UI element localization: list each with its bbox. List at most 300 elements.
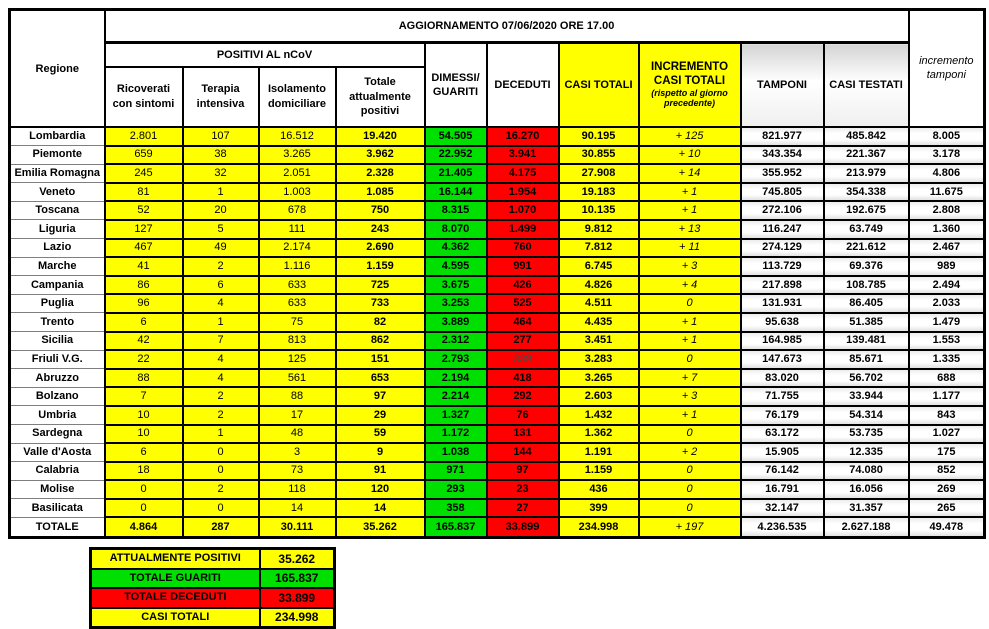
cell-casi-totali: 7.812 <box>559 239 639 258</box>
cell-incremento-casi: + 14 <box>639 164 741 183</box>
cell-casi-testati: 86.405 <box>824 294 909 313</box>
cell-deceduti: 760 <box>487 239 559 258</box>
cell-terapia: 38 <box>183 146 259 165</box>
summary-label: ATTUALMENTE POSITIVI <box>91 549 260 569</box>
cell-isolamento: 1.116 <box>259 257 336 276</box>
cell-isolamento: 678 <box>259 201 336 220</box>
cell-ricoverati: 88 <box>105 369 183 388</box>
cell-ricoverati: 10 <box>105 406 183 425</box>
cell-tamponi: 4.236.535 <box>741 517 824 538</box>
cell-incremento-tamponi: 49.478 <box>909 517 985 538</box>
cell-casi-totali: 436 <box>559 480 639 499</box>
table-title: AGGIORNAMENTO 07/06/2020 ORE 17.00 <box>105 10 909 43</box>
cell-terapia: 0 <box>183 462 259 481</box>
region-row <box>10 387 985 406</box>
cell-incremento-tamponi: 1.553 <box>909 332 985 351</box>
totale-row <box>10 517 985 538</box>
cell-casi-testati: 2.627.188 <box>824 517 909 538</box>
cell-terapia: 4 <box>183 350 259 369</box>
cell-guariti: 2.214 <box>425 387 487 406</box>
cell-deceduti: 339 <box>487 350 559 369</box>
cell-tamponi: 16.791 <box>741 480 824 499</box>
cell-ricoverati: 2.801 <box>105 127 183 146</box>
summary-label: TOTALE DECEDUTI <box>91 588 260 608</box>
cell-tamponi: 113.729 <box>741 257 824 276</box>
cell-ricoverati: 86 <box>105 276 183 295</box>
cell-incremento-tamponi: 265 <box>909 499 985 518</box>
header-row-title <box>10 10 985 43</box>
incremento-casi-note: (rispetto al giorno precedente) <box>651 87 728 108</box>
cell-casi-totali: 27.908 <box>559 164 639 183</box>
cell-ricoverati: 0 <box>105 480 183 499</box>
cell-isolamento: 125 <box>259 350 336 369</box>
col-header-tamponi: TAMPONI <box>741 43 824 128</box>
cell-regione: Emilia Romagna <box>10 164 105 183</box>
cell-guariti: 1.038 <box>425 443 487 462</box>
cell-terapia: 49 <box>183 239 259 258</box>
cell-casi-testati: 139.481 <box>824 332 909 351</box>
col-header-ricoverati: Ricoverati con sintomi <box>105 67 183 127</box>
cell-regione: Calabria <box>10 462 105 481</box>
cell-incremento-casi: + 7 <box>639 369 741 388</box>
cell-tamponi: 274.129 <box>741 239 824 258</box>
cell-regione: Veneto <box>10 183 105 202</box>
cell-tamponi: 71.755 <box>741 387 824 406</box>
cell-casi-testati: 221.367 <box>824 146 909 165</box>
cell-tamponi: 821.977 <box>741 127 824 146</box>
cell-casi-testati: 33.944 <box>824 387 909 406</box>
cell-casi-testati: 31.357 <box>824 499 909 518</box>
summary-value: 33.899 <box>260 588 335 608</box>
region-row <box>10 127 985 146</box>
cell-tamponi: 76.179 <box>741 406 824 425</box>
region-row <box>10 499 985 518</box>
cell-guariti: 358 <box>425 499 487 518</box>
cell-regione: Umbria <box>10 406 105 425</box>
cell-casi-totali: 3.283 <box>559 350 639 369</box>
cell-guariti: 165.837 <box>425 517 487 538</box>
cell-tamponi: 131.931 <box>741 294 824 313</box>
cell-incremento-tamponi: 688 <box>909 369 985 388</box>
cell-tamponi: 32.147 <box>741 499 824 518</box>
cell-tamponi: 217.898 <box>741 276 824 295</box>
region-row <box>10 183 985 202</box>
cell-regione: Sicilia <box>10 332 105 351</box>
cell-isolamento: 561 <box>259 369 336 388</box>
cell-deceduti: 131 <box>487 425 559 444</box>
region-row <box>10 201 985 220</box>
cell-incremento-casi: 0 <box>639 350 741 369</box>
cell-incremento-casi: 0 <box>639 462 741 481</box>
cell-guariti: 3.889 <box>425 313 487 332</box>
cell-regione: Lazio <box>10 239 105 258</box>
cell-terapia: 4 <box>183 294 259 313</box>
cell-guariti: 16.144 <box>425 183 487 202</box>
cell-guariti: 3.253 <box>425 294 487 313</box>
cell-incremento-casi: 0 <box>639 425 741 444</box>
cell-isolamento: 14 <box>259 499 336 518</box>
cell-ricoverati: 41 <box>105 257 183 276</box>
cell-tamponi: 147.673 <box>741 350 824 369</box>
cell-deceduti: 464 <box>487 313 559 332</box>
regional-data-table <box>8 8 986 539</box>
cell-deceduti: 292 <box>487 387 559 406</box>
region-row <box>10 257 985 276</box>
cell-totale-positivi: 9 <box>336 443 425 462</box>
region-row <box>10 313 985 332</box>
cell-isolamento: 633 <box>259 276 336 295</box>
cell-regione: TOTALE <box>10 517 105 538</box>
summary-label: TOTALE GUARITI <box>91 569 260 589</box>
cell-guariti: 2.194 <box>425 369 487 388</box>
region-row <box>10 425 985 444</box>
cell-incremento-casi: + 125 <box>639 127 741 146</box>
cell-ricoverati: 81 <box>105 183 183 202</box>
cell-casi-testati: 53.735 <box>824 425 909 444</box>
cell-casi-totali: 4.826 <box>559 276 639 295</box>
cell-deceduti: 23 <box>487 480 559 499</box>
cell-incremento-casi: + 3 <box>639 257 741 276</box>
cell-totale-positivi: 19.420 <box>336 127 425 146</box>
cell-totale-positivi: 151 <box>336 350 425 369</box>
cell-ricoverati: 42 <box>105 332 183 351</box>
cell-casi-testati: 485.842 <box>824 127 909 146</box>
cell-casi-totali: 3.265 <box>559 369 639 388</box>
cell-casi-totali: 90.195 <box>559 127 639 146</box>
summary-row <box>91 588 335 608</box>
region-row <box>10 164 985 183</box>
cell-totale-positivi: 725 <box>336 276 425 295</box>
region-row <box>10 350 985 369</box>
cell-incremento-casi: + 4 <box>639 276 741 295</box>
region-row <box>10 369 985 388</box>
cell-guariti: 54.505 <box>425 127 487 146</box>
cell-totale-positivi: 29 <box>336 406 425 425</box>
cell-incremento-tamponi: 1.360 <box>909 220 985 239</box>
cell-guariti: 3.675 <box>425 276 487 295</box>
cell-casi-testati: 108.785 <box>824 276 909 295</box>
cell-isolamento: 111 <box>259 220 336 239</box>
cell-casi-testati: 213.979 <box>824 164 909 183</box>
cell-deceduti: 3.941 <box>487 146 559 165</box>
cell-casi-testati: 56.702 <box>824 369 909 388</box>
cell-casi-testati: 74.080 <box>824 462 909 481</box>
cell-ricoverati: 96 <box>105 294 183 313</box>
cell-ricoverati: 245 <box>105 164 183 183</box>
cell-deceduti: 1.070 <box>487 201 559 220</box>
region-row <box>10 480 985 499</box>
cell-casi-testati: 85.671 <box>824 350 909 369</box>
cell-tamponi: 164.985 <box>741 332 824 351</box>
cell-incremento-casi: + 2 <box>639 443 741 462</box>
cell-casi-testati: 12.335 <box>824 443 909 462</box>
cell-regione: Liguria <box>10 220 105 239</box>
region-row <box>10 239 985 258</box>
cell-ricoverati: 4.864 <box>105 517 183 538</box>
cell-casi-totali: 399 <box>559 499 639 518</box>
cell-regione: Puglia <box>10 294 105 313</box>
cell-isolamento: 813 <box>259 332 336 351</box>
cell-casi-testati: 354.338 <box>824 183 909 202</box>
col-header-incremento-tamponi: incremento tamponi <box>909 10 985 128</box>
cell-deceduti: 418 <box>487 369 559 388</box>
cell-regione: Friuli V.G. <box>10 350 105 369</box>
cell-incremento-tamponi: 2.467 <box>909 239 985 258</box>
cell-casi-testati: 51.385 <box>824 313 909 332</box>
cell-terapia: 20 <box>183 201 259 220</box>
cell-incremento-casi: 0 <box>639 499 741 518</box>
col-header-incremento-casi <box>639 43 741 128</box>
cell-incremento-casi: + 13 <box>639 220 741 239</box>
cell-regione: Basilicata <box>10 499 105 518</box>
cell-terapia: 1 <box>183 183 259 202</box>
cell-totale-positivi: 14 <box>336 499 425 518</box>
cell-casi-totali: 234.998 <box>559 517 639 538</box>
cell-incremento-tamponi: 2.033 <box>909 294 985 313</box>
cell-casi-totali: 1.362 <box>559 425 639 444</box>
cell-casi-testati: 54.314 <box>824 406 909 425</box>
region-row <box>10 462 985 481</box>
cell-totale-positivi: 2.690 <box>336 239 425 258</box>
cell-totale-positivi: 59 <box>336 425 425 444</box>
cell-terapia: 0 <box>183 499 259 518</box>
cell-deceduti: 33.899 <box>487 517 559 538</box>
cell-isolamento: 2.174 <box>259 239 336 258</box>
cell-regione: Lombardia <box>10 127 105 146</box>
cell-ricoverati: 6 <box>105 313 183 332</box>
group-header-positivi: POSITIVI AL nCoV <box>105 43 425 68</box>
cell-totale-positivi: 862 <box>336 332 425 351</box>
cell-deceduti: 144 <box>487 443 559 462</box>
cell-ricoverati: 22 <box>105 350 183 369</box>
cell-incremento-casi: 0 <box>639 294 741 313</box>
summary-row <box>91 608 335 628</box>
cell-guariti: 4.595 <box>425 257 487 276</box>
cell-tamponi: 95.638 <box>741 313 824 332</box>
cell-incremento-tamponi: 1.335 <box>909 350 985 369</box>
cell-deceduti: 97 <box>487 462 559 481</box>
cell-incremento-casi: + 1 <box>639 201 741 220</box>
cell-ricoverati: 7 <box>105 387 183 406</box>
cell-guariti: 4.362 <box>425 239 487 258</box>
cell-incremento-tamponi: 2.808 <box>909 201 985 220</box>
cell-terapia: 2 <box>183 480 259 499</box>
cell-deceduti: 1.499 <box>487 220 559 239</box>
cell-casi-totali: 10.135 <box>559 201 639 220</box>
col-header-regione: Regione <box>10 10 105 128</box>
cell-tamponi: 15.905 <box>741 443 824 462</box>
cell-tamponi: 63.172 <box>741 425 824 444</box>
cell-isolamento: 1.003 <box>259 183 336 202</box>
cell-incremento-tamponi: 8.005 <box>909 127 985 146</box>
cell-ricoverati: 52 <box>105 201 183 220</box>
cell-regione: Toscana <box>10 201 105 220</box>
cell-ricoverati: 127 <box>105 220 183 239</box>
cell-totale-positivi: 120 <box>336 480 425 499</box>
cell-tamponi: 116.247 <box>741 220 824 239</box>
region-row <box>10 406 985 425</box>
cell-incremento-tamponi: 1.177 <box>909 387 985 406</box>
cell-deceduti: 1.954 <box>487 183 559 202</box>
cell-deceduti: 16.270 <box>487 127 559 146</box>
cell-tamponi: 76.142 <box>741 462 824 481</box>
cell-casi-totali: 9.812 <box>559 220 639 239</box>
cell-incremento-tamponi: 843 <box>909 406 985 425</box>
cell-incremento-casi: + 1 <box>639 406 741 425</box>
cell-incremento-casi: + 11 <box>639 239 741 258</box>
cell-guariti: 8.070 <box>425 220 487 239</box>
cell-totale-positivi: 1.159 <box>336 257 425 276</box>
summary-table <box>89 547 336 629</box>
cell-regione: Abruzzo <box>10 369 105 388</box>
cell-casi-totali: 4.435 <box>559 313 639 332</box>
cell-casi-totali: 4.511 <box>559 294 639 313</box>
cell-incremento-casi: + 3 <box>639 387 741 406</box>
cell-deceduti: 4.175 <box>487 164 559 183</box>
cell-incremento-tamponi: 1.027 <box>909 425 985 444</box>
cell-isolamento: 30.111 <box>259 517 336 538</box>
cell-casi-totali: 1.159 <box>559 462 639 481</box>
cell-totale-positivi: 3.962 <box>336 146 425 165</box>
cell-casi-testati: 16.056 <box>824 480 909 499</box>
cell-casi-totali: 6.745 <box>559 257 639 276</box>
cell-incremento-casi: + 197 <box>639 517 741 538</box>
cell-tamponi: 745.805 <box>741 183 824 202</box>
cell-incremento-casi: + 1 <box>639 313 741 332</box>
region-row <box>10 220 985 239</box>
cell-ricoverati: 659 <box>105 146 183 165</box>
cell-isolamento: 16.512 <box>259 127 336 146</box>
cell-totale-positivi: 750 <box>336 201 425 220</box>
cell-casi-totali: 3.451 <box>559 332 639 351</box>
cell-incremento-casi: + 1 <box>639 332 741 351</box>
cell-guariti: 2.312 <box>425 332 487 351</box>
cell-casi-testati: 221.612 <box>824 239 909 258</box>
cell-totale-positivi: 733 <box>336 294 425 313</box>
cell-regione: Piemonte <box>10 146 105 165</box>
col-header-terapia: Terapia intensiva <box>183 67 259 127</box>
cell-ricoverati: 0 <box>105 499 183 518</box>
region-row <box>10 332 985 351</box>
cell-guariti: 1.172 <box>425 425 487 444</box>
cell-totale-positivi: 82 <box>336 313 425 332</box>
cell-terapia: 2 <box>183 257 259 276</box>
cell-tamponi: 83.020 <box>741 369 824 388</box>
cell-ricoverati: 18 <box>105 462 183 481</box>
cell-totale-positivi: 91 <box>336 462 425 481</box>
cell-isolamento: 633 <box>259 294 336 313</box>
cell-incremento-tamponi: 2.494 <box>909 276 985 295</box>
cell-totale-positivi: 653 <box>336 369 425 388</box>
col-header-dimessi-guariti: DIMESSI/ GUARITI <box>425 43 487 128</box>
cell-incremento-tamponi: 269 <box>909 480 985 499</box>
cell-casi-totali: 1.191 <box>559 443 639 462</box>
cell-casi-testati: 63.749 <box>824 220 909 239</box>
header-row-groups <box>10 43 985 68</box>
cell-isolamento: 2.051 <box>259 164 336 183</box>
col-header-casi-testati: CASI TESTATI <box>824 43 909 128</box>
cell-isolamento: 75 <box>259 313 336 332</box>
cell-totale-positivi: 35.262 <box>336 517 425 538</box>
cell-casi-testati: 192.675 <box>824 201 909 220</box>
cell-casi-totali: 1.432 <box>559 406 639 425</box>
summary-row <box>91 549 335 569</box>
cell-isolamento: 48 <box>259 425 336 444</box>
cell-guariti: 8.315 <box>425 201 487 220</box>
cell-incremento-tamponi: 4.806 <box>909 164 985 183</box>
region-row <box>10 294 985 313</box>
col-header-totale-positivi: Totale attualmente positivi <box>336 67 425 127</box>
cell-terapia: 1 <box>183 313 259 332</box>
cell-casi-totali: 2.603 <box>559 387 639 406</box>
col-header-casi-totali: CASI TOTALI <box>559 43 639 128</box>
cell-deceduti: 76 <box>487 406 559 425</box>
cell-regione: Trento <box>10 313 105 332</box>
summary-value: 165.837 <box>260 569 335 589</box>
cell-regione: Molise <box>10 480 105 499</box>
cell-casi-testati: 69.376 <box>824 257 909 276</box>
cell-terapia: 2 <box>183 406 259 425</box>
cell-deceduti: 426 <box>487 276 559 295</box>
summary-row <box>91 569 335 589</box>
cell-regione: Valle d'Aosta <box>10 443 105 462</box>
cell-tamponi: 272.106 <box>741 201 824 220</box>
cell-isolamento: 3.265 <box>259 146 336 165</box>
cell-guariti: 1.327 <box>425 406 487 425</box>
cell-terapia: 32 <box>183 164 259 183</box>
cell-totale-positivi: 243 <box>336 220 425 239</box>
cell-regione: Marche <box>10 257 105 276</box>
cell-regione: Bolzano <box>10 387 105 406</box>
cell-incremento-tamponi: 1.479 <box>909 313 985 332</box>
cell-isolamento: 88 <box>259 387 336 406</box>
col-header-isolamento: Isolamento domiciliare <box>259 67 336 127</box>
cell-ricoverati: 10 <box>105 425 183 444</box>
cell-incremento-casi: 0 <box>639 480 741 499</box>
cell-tamponi: 343.354 <box>741 146 824 165</box>
cell-tamponi: 355.952 <box>741 164 824 183</box>
cell-casi-totali: 19.183 <box>559 183 639 202</box>
cell-totale-positivi: 2.328 <box>336 164 425 183</box>
cell-deceduti: 991 <box>487 257 559 276</box>
cell-isolamento: 118 <box>259 480 336 499</box>
cell-incremento-tamponi: 11.675 <box>909 183 985 202</box>
cell-isolamento: 73 <box>259 462 336 481</box>
cell-terapia: 0 <box>183 443 259 462</box>
cell-regione: Campania <box>10 276 105 295</box>
cell-guariti: 971 <box>425 462 487 481</box>
incremento-casi-label: INCREMENTO CASI TOTALI <box>650 61 729 87</box>
cell-guariti: 2.793 <box>425 350 487 369</box>
cell-incremento-casi: + 10 <box>639 146 741 165</box>
cell-isolamento: 3 <box>259 443 336 462</box>
cell-ricoverati: 467 <box>105 239 183 258</box>
cell-terapia: 2 <box>183 387 259 406</box>
cell-terapia: 107 <box>183 127 259 146</box>
cell-terapia: 4 <box>183 369 259 388</box>
cell-incremento-tamponi: 175 <box>909 443 985 462</box>
cell-incremento-tamponi: 3.178 <box>909 146 985 165</box>
cell-deceduti: 277 <box>487 332 559 351</box>
cell-totale-positivi: 97 <box>336 387 425 406</box>
summary-label: CASI TOTALI <box>91 608 260 628</box>
summary-value: 234.998 <box>260 608 335 628</box>
col-header-deceduti: DECEDUTI <box>487 43 559 128</box>
cell-totale-positivi: 1.085 <box>336 183 425 202</box>
cell-incremento-tamponi: 989 <box>909 257 985 276</box>
cell-guariti: 293 <box>425 480 487 499</box>
cell-terapia: 5 <box>183 220 259 239</box>
